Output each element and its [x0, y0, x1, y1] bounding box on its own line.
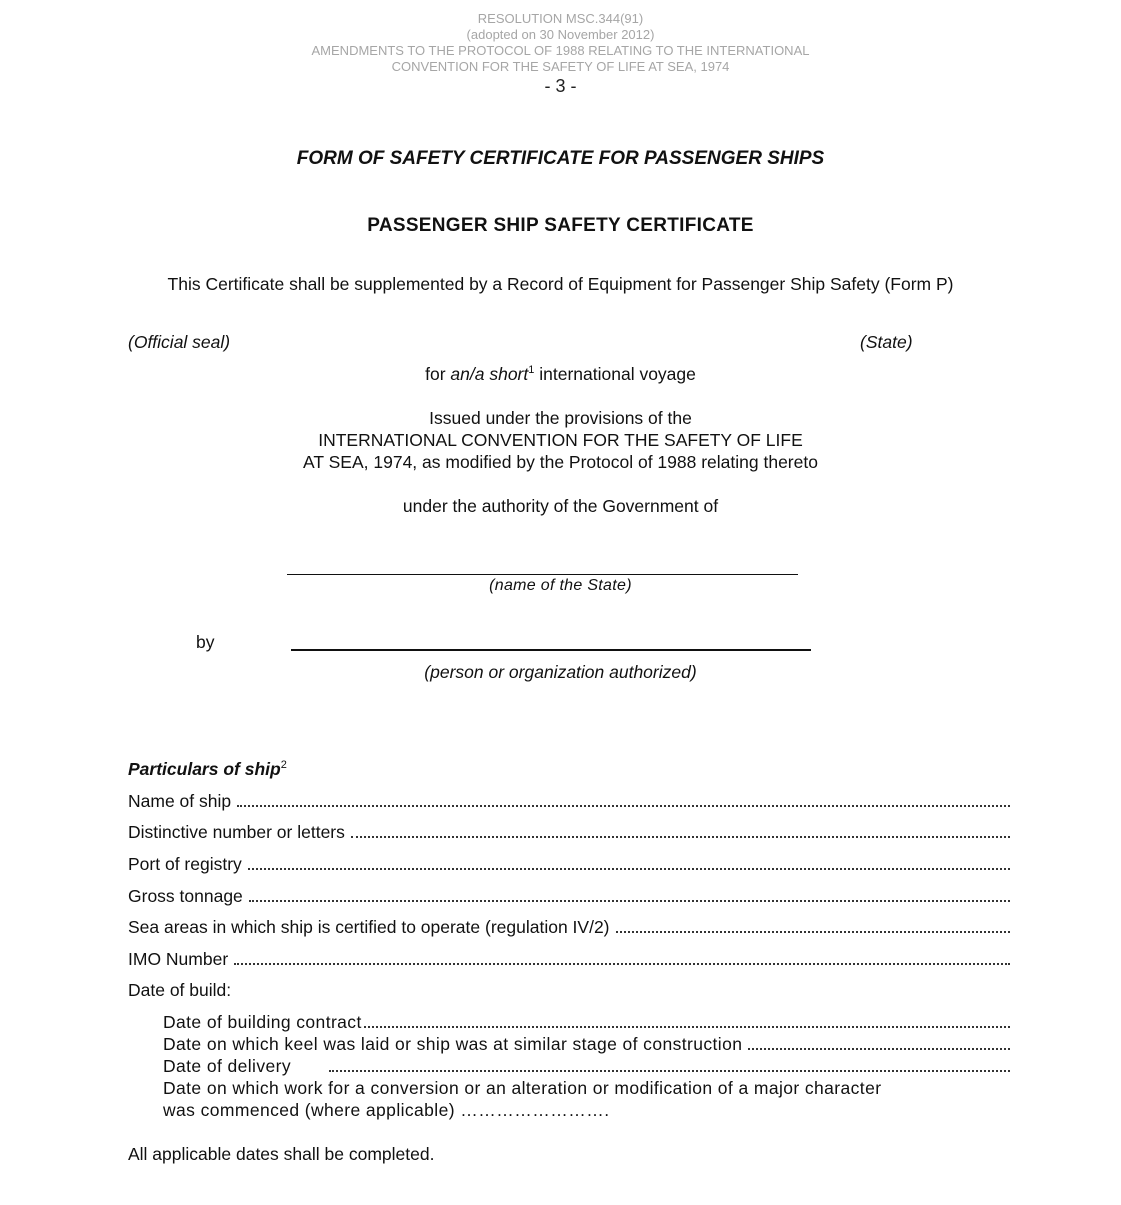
footnote-marker-2: 2	[280, 759, 287, 772]
certificate-title: PASSENGER SHIP SAFETY CERTIFICATE	[367, 215, 754, 236]
by-label: by	[196, 632, 215, 652]
field-label: was commenced (where applicable)	[163, 1100, 455, 1120]
issued-line-3: AT SEA, 1974, as modified by the Protocol of 1988 relating thereto	[303, 452, 818, 472]
field-building-contract-date[interactable]	[163, 1011, 1010, 1033]
field-label: Port of registry	[128, 854, 242, 874]
fill-in-dots[interactable]	[234, 963, 1010, 965]
header-line-3: AMENDMENTS TO THE PROTOCOL OF 1988 RELATING TO THE INTERNATIONAL	[311, 43, 810, 58]
header-line-1: RESOLUTION MSC.344(91)	[477, 11, 644, 26]
voyage-line	[0, 363, 1121, 385]
field-label: Distinctive number or letters	[128, 822, 345, 842]
field-conversion-date[interactable]	[163, 1099, 610, 1121]
fill-in-dots[interactable]	[249, 900, 1010, 902]
issued-line-2: INTERNATIONAL CONVENTION FOR THE SAFETY OF LIFE	[318, 430, 803, 450]
field-label: Sea areas in which ship is certified to operate (regulation IV/2)	[128, 917, 610, 937]
authorized-person-blank-line[interactable]	[291, 649, 811, 651]
page-number: - 3 -	[544, 76, 577, 96]
field-name-of-ship[interactable]	[128, 790, 1010, 812]
footer-note: All applicable dates shall be completed.	[128, 1144, 435, 1164]
supplement-note: This Certificate shall be supplemented by a Record of Equipment for Passenger Ship Safety (Form P)	[167, 274, 954, 294]
field-keel-laid-date[interactable]	[163, 1033, 1010, 1055]
fill-in-dots[interactable]	[248, 868, 1010, 870]
field-label: Date on which keel was laid or ship was at similar stage of construction	[163, 1034, 743, 1054]
field-label: IMO Number	[128, 949, 229, 969]
fill-in-dots[interactable]	[237, 805, 1010, 807]
fill-in-dots[interactable]	[616, 931, 1010, 933]
field-gross-tonnage[interactable]	[128, 885, 1010, 907]
field-label: Name of ship	[128, 791, 232, 811]
fill-in-dots[interactable]	[748, 1048, 1010, 1050]
official-seal-label: (Official seal)	[128, 332, 231, 352]
field-port-of-registry[interactable]	[128, 853, 1010, 875]
state-label: (State)	[860, 332, 913, 352]
header-line-2: (adopted on 30 November 2012)	[466, 27, 655, 42]
resolution-header	[0, 11, 1121, 75]
voyage-prefix: for	[425, 364, 451, 384]
authority-line: under the authority of the Government of	[402, 496, 719, 516]
fill-in-dots[interactable]	[351, 836, 1010, 838]
field-distinctive-number[interactable]	[128, 821, 1010, 843]
issued-under-block	[0, 407, 1121, 473]
header-line-4: CONVENTION FOR THE SAFETY OF LIFE AT SEA, 1974	[391, 59, 730, 74]
fill-in-dots[interactable]	[329, 1070, 1010, 1072]
field-label: Date of building contract	[163, 1012, 362, 1032]
field-label: Gross tonnage	[128, 886, 243, 906]
footnote-marker-1: 1	[528, 364, 535, 377]
particulars-heading-text: Particulars of ship	[128, 759, 281, 779]
field-label: Date of delivery	[163, 1056, 291, 1076]
voyage-suffix: international voyage	[534, 364, 696, 384]
person-caption: (person or organization authorized)	[424, 662, 697, 682]
field-delivery-date[interactable]	[163, 1055, 1010, 1077]
name-of-state-caption: (name of the State)	[489, 577, 632, 594]
date-of-build-label: Date of build:	[128, 980, 232, 1000]
conversion-date-line-1: Date on which work for a conversion or an alteration or modification of a major character	[163, 1078, 882, 1098]
field-imo-number[interactable]	[128, 948, 1010, 970]
voyage-type: an/a short	[450, 364, 529, 384]
fill-in-dots[interactable]	[364, 1026, 1010, 1028]
form-title: FORM OF SAFETY CERTIFICATE FOR PASSENGER SHIPS	[296, 148, 825, 169]
particulars-heading	[128, 758, 287, 780]
fill-in-dots[interactable]: …………………….	[460, 1100, 610, 1120]
field-sea-areas[interactable]	[128, 916, 1010, 938]
issued-line-1: Issued under the provisions of the	[429, 408, 692, 428]
